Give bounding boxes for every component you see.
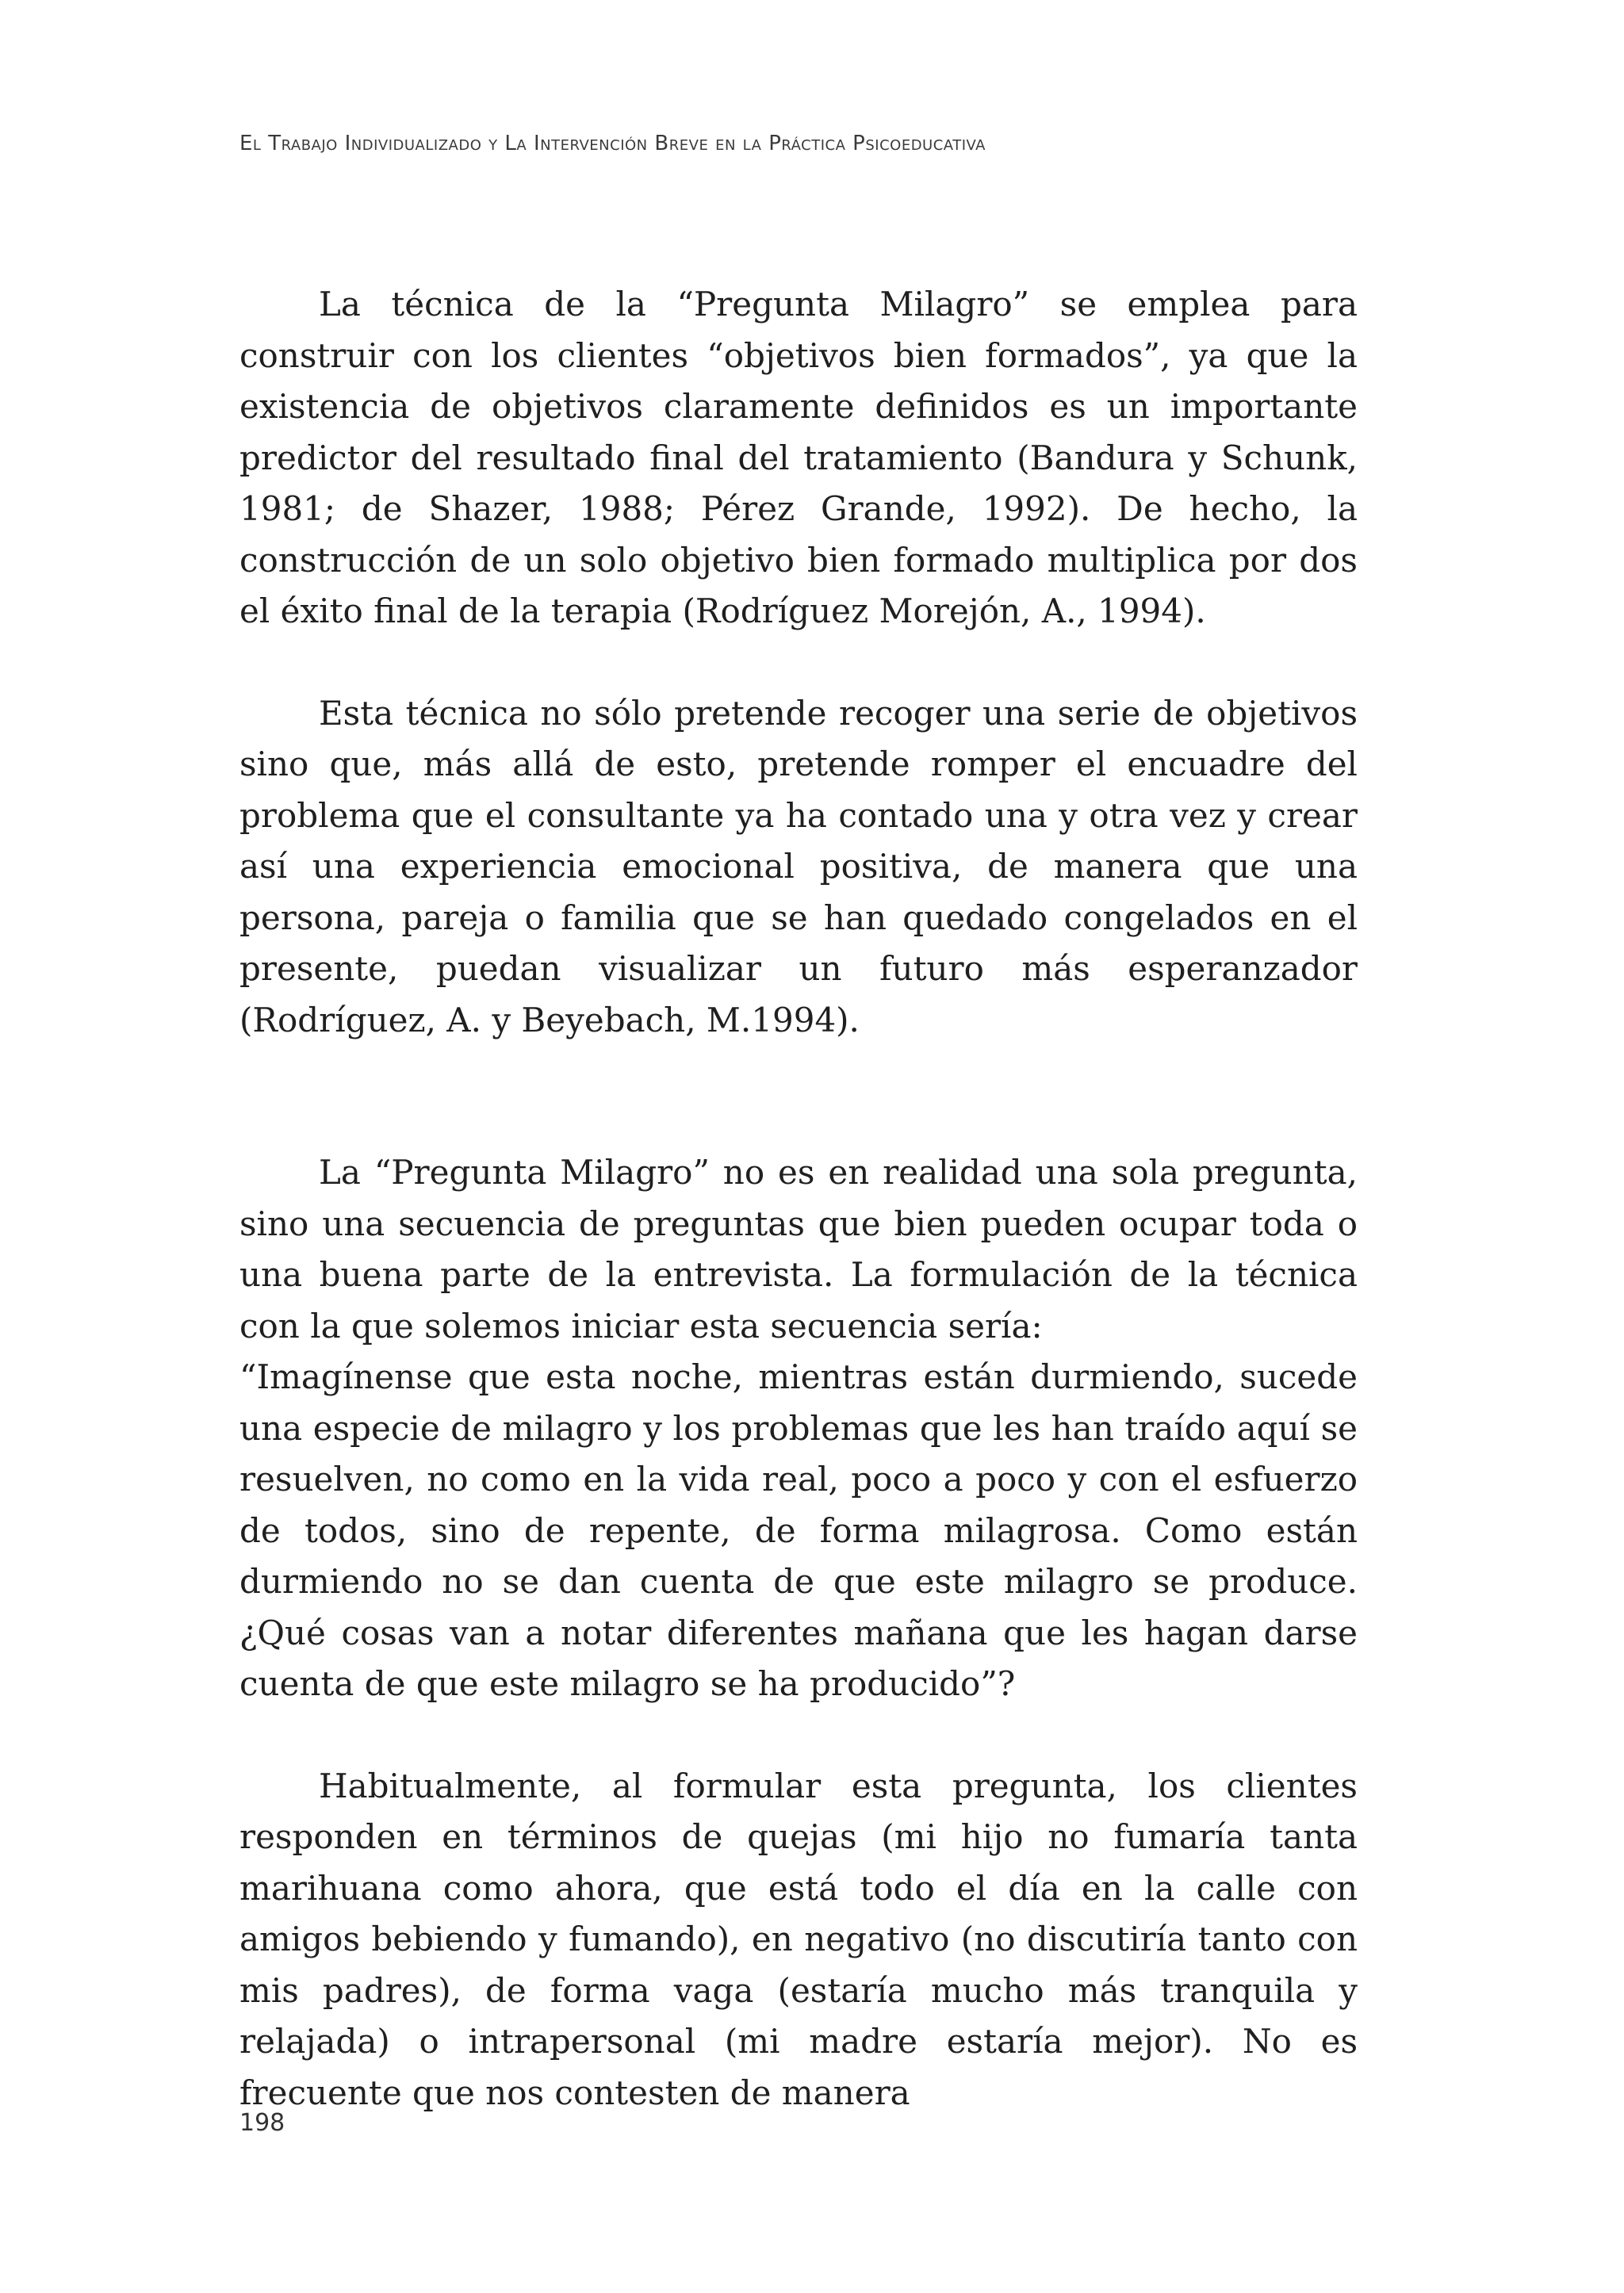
paragraph-3: La “Pregunta Milagro” no es en realidad una sola pregunta, sino una secuencia de preguntas que bien pueden ocupar toda o una buena parte de la entrevista. La formulación de la técnica con la que solemos iniciar esta secuencia sería: (239, 1153, 1358, 1346)
body-text (239, 279, 1358, 2119)
paragraph-2: Esta técnica no sólo pretende recoger una serie de objetivos sino que, más allá de esto, pretende romper el encuadre del problema que el consultante ya ha contado una y otra vez y crear así una experiencia emocional positiva, de manera que una persona, pareja o familia que se han quedado congelados en el presente, puedan visualizar un futuro más esperanzador (Rodríguez, A. y Beyebach, M.1994). (239, 693, 1358, 1039)
paragraph-quote: “Imagínense que esta noche, mientras están durmiendo, sucede una especie de milagro y los problemas que les han traído aquí se resuelven, no como en la vida real, poco a poco y con el esfuerzo de todos, sino de repente, de forma milagrosa. Como están durmiendo no se dan cuenta de que este milagro se produce. ¿Qué cosas van a notar diferentes mañana que les hagan darse cuenta de que este milagro se ha producido”? (239, 1357, 1358, 1703)
running-header: El Trabajo Individualizado y La Intervención Breve en la Práctica Psicoeducativa (239, 132, 986, 155)
page-number: 198 (239, 2109, 285, 2137)
paragraph-5: Habitualmente, al formular esta pregunta, los clientes responden en términos de quejas (mi hijo no fumaría tanta marihuana como ahora, que está todo el día en la calle con amigos bebiendo y fumando), en negativo (no discutiría tanto con mis padres), de forma vaga (estaría mucho más tranquila y relajada) o intrapersonal (mi madre estaría mejor). No es frecuente que nos contesten de manera (239, 1766, 1358, 2112)
paragraph-1: La técnica de la “Pregunta Milagro” se emplea para construir con los clientes “objetivos bien formados”, ya que la existencia de objetivos claramente definidos es un importante predictor del resultado final del tratamiento (Bandura y Schunk, 1981; de Shazer, 1988; Pérez Grande, 1992). De hecho, la construcción de un solo objetivo bien formado multiplica por dos el éxito final de la terapia (Rodríguez Morejón, A., 1994). (239, 285, 1358, 630)
